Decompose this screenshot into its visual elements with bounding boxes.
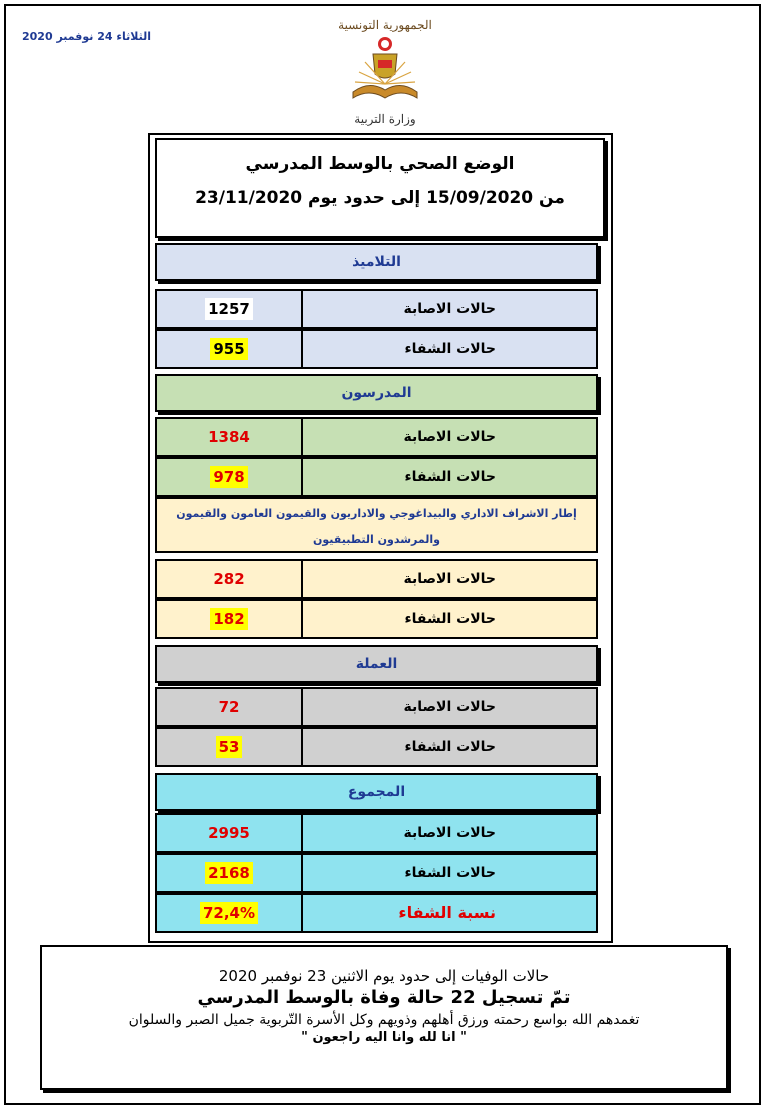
row-value: [155, 893, 302, 933]
section-header-total: المجموع: [155, 773, 598, 811]
row-label: حالات الاصابة: [302, 559, 598, 599]
report-title: الوضع الصحي بالوسط المدرسي: [245, 154, 515, 174]
row-value: [155, 727, 302, 767]
table-row-teachers-infections: [155, 417, 598, 457]
deaths-notice-box: [40, 945, 728, 1090]
row-label: حالات الاصابة: [302, 289, 598, 329]
teachers-recoveries-value: 978: [210, 466, 247, 488]
recovery-rate-value: 72,4%: [200, 902, 258, 924]
table-row-workers-recoveries: [155, 727, 598, 767]
pupils-recoveries-value: 955: [210, 338, 247, 360]
section-header-staff: إطار الاشراف الاداري والبيداغوجي والاداريون والقيمون العامون والقيمون والمرشدون التطبيقيون: [155, 497, 598, 553]
row-label: نسبة الشفاء: [302, 893, 598, 933]
pupils-infections-value: 1257: [205, 298, 253, 320]
row-value: [155, 813, 302, 853]
deaths-date-line: حالات الوفيات إلى حدود يوم الاثنين 23 نوفمبر 2020: [218, 967, 550, 985]
table-row-staff-infections: [155, 559, 598, 599]
total-recoveries-value: 2168: [205, 862, 253, 884]
report-period: من 15/09/2020 إلى حدود يوم 23/11/2020: [195, 188, 565, 208]
row-label: حالات الاصابة: [302, 813, 598, 853]
table-row-total-recoveries: [155, 853, 598, 893]
section-header-workers: العملة: [155, 645, 598, 683]
row-value: [155, 687, 302, 727]
row-value: [155, 853, 302, 893]
total-infections-value: 2995: [208, 824, 250, 842]
row-label: حالات الشفاء: [302, 329, 598, 369]
republic-name: الجمهورية التونسية: [338, 18, 432, 32]
workers-recoveries-value: 53: [216, 736, 243, 758]
report-title-box: [155, 138, 605, 238]
row-label: حالات الشفاء: [302, 599, 598, 639]
tunisia-coat-of-arms-book-emblem-icon: [345, 32, 425, 106]
table-row-workers-infections: [155, 687, 598, 727]
table-row-pupils-recoveries: [155, 329, 598, 369]
row-value: [155, 559, 302, 599]
deaths-count-line: تمّ تسجيل 22 حالة وفاة بالوسط المدرسي: [197, 987, 571, 1008]
table-row-total-infections: [155, 813, 598, 853]
teachers-infections-value: 1384: [208, 428, 250, 446]
row-value: [155, 457, 302, 497]
row-label: حالات الشفاء: [302, 853, 598, 893]
staff-infections-value: 282: [213, 570, 245, 588]
publication-date: الثلاثاء 24 نوفمبر 2020: [22, 30, 152, 43]
ministry-name: وزارة التربية: [354, 112, 416, 126]
row-value: [155, 289, 302, 329]
quran-verse-line: " انا لله وانا اليه راجعون ": [301, 1030, 467, 1045]
row-value: [155, 417, 302, 457]
row-value: [155, 329, 302, 369]
condolence-line: تغمدهم الله بواسع رحمته ورزق أهلهم وذويهم وكل الأسرة التّربوية جميل الصبر والسلوان: [128, 1012, 640, 1028]
row-label: حالات الشفاء: [302, 727, 598, 767]
staff-recoveries-value: 182: [210, 608, 247, 630]
ministry-emblem: [330, 18, 440, 136]
row-label: حالات الاصابة: [302, 687, 598, 727]
section-header-teachers: المدرسون: [155, 374, 598, 412]
row-value: [155, 599, 302, 639]
row-label: حالات الشفاء: [302, 457, 598, 497]
table-row-total-rate: [155, 893, 598, 933]
workers-infections-value: 72: [218, 698, 240, 716]
table-row-staff-recoveries: [155, 599, 598, 639]
section-header-pupils: التلاميذ: [155, 243, 598, 281]
table-row-teachers-recoveries: [155, 457, 598, 497]
table-row-pupils-infections: [155, 289, 598, 329]
row-label: حالات الاصابة: [302, 417, 598, 457]
